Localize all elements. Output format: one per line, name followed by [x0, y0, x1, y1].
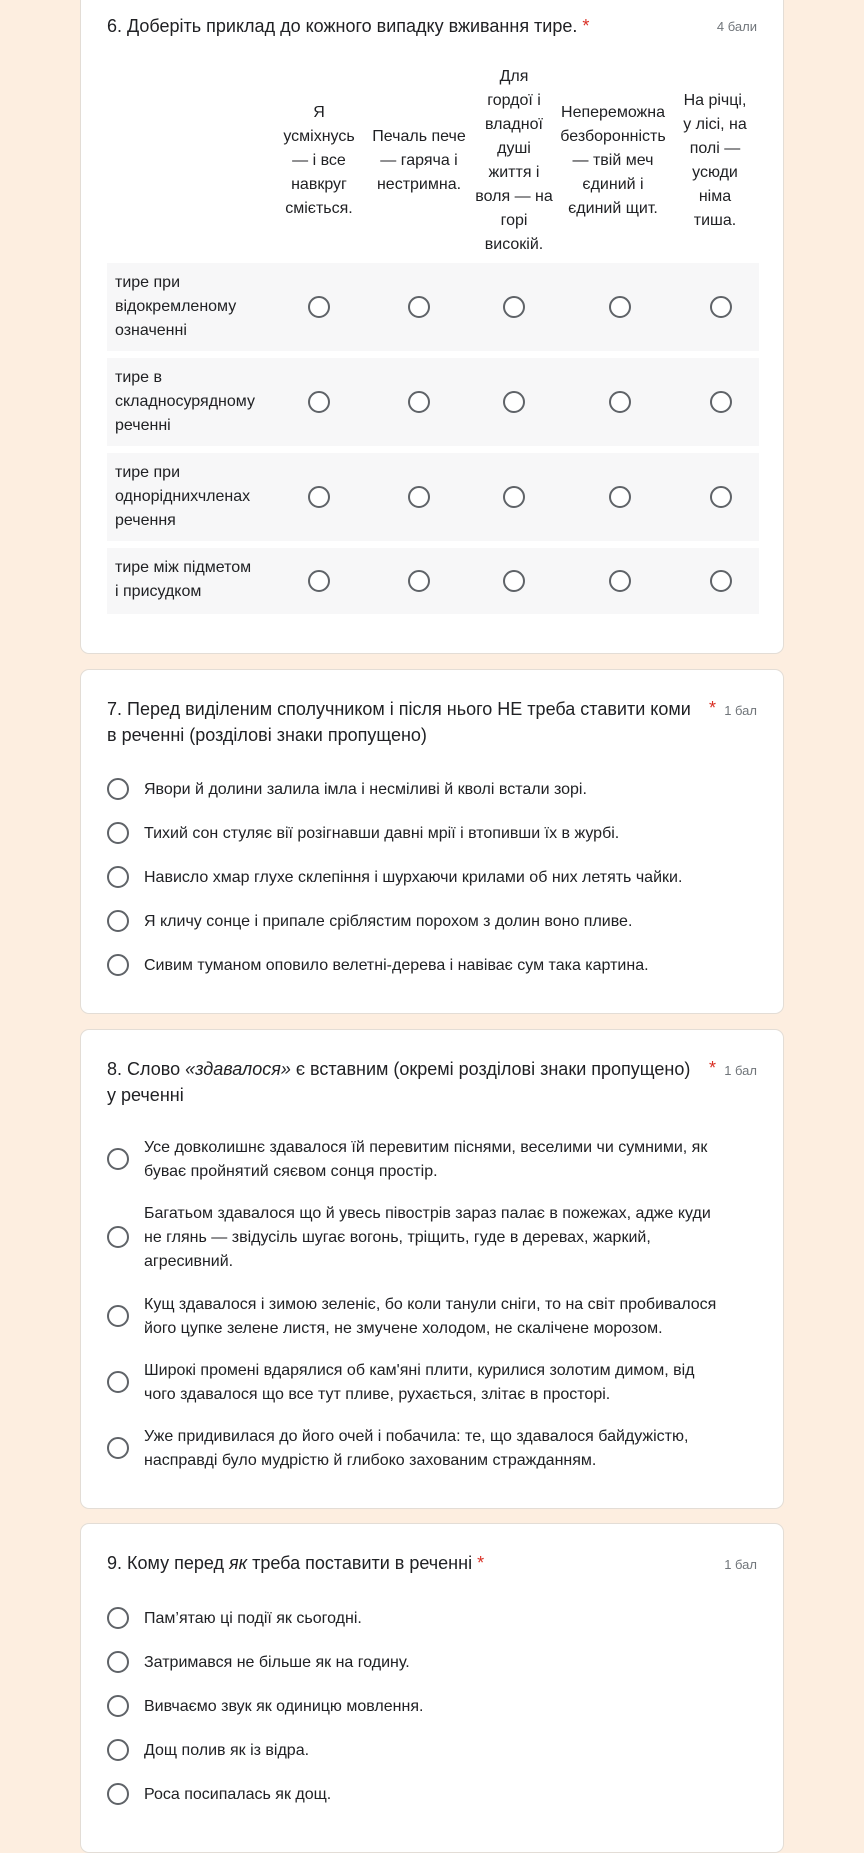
grid-row [107, 453, 759, 541]
radio-button[interactable] [107, 1695, 129, 1717]
radio-button[interactable] [107, 1437, 129, 1459]
question-9-points: 1 бал [724, 1557, 757, 1572]
option-label: Вивчаємо звук як одиницю мовлення. [144, 1698, 424, 1715]
radio-button[interactable] [408, 570, 430, 592]
grid-row [107, 358, 759, 446]
option-label: Сивим туманом оповило велетні-дерева і навіває сум така картина. [144, 957, 649, 974]
option-label: Пам’ятаю ці події як сьогодні. [144, 1610, 362, 1627]
radio-button[interactable] [503, 486, 525, 508]
option-label: Нависло хмар глухе склепіння і шурхаючи крилами об них летять чайки. [144, 869, 683, 886]
radio-button[interactable] [107, 1651, 129, 1673]
question-8-card [80, 1029, 784, 1509]
radio-button[interactable] [503, 570, 525, 592]
option-label: Роса посипалась як дощ. [144, 1786, 332, 1803]
radio-button[interactable] [107, 1226, 129, 1248]
option-item[interactable] [107, 954, 763, 978]
option-label: Я кличу сонце і припале сріблястим порохом з долин воно пливе. [144, 913, 633, 930]
question-9-card [80, 1523, 784, 1853]
radio-button[interactable] [408, 391, 430, 413]
radio-button[interactable] [107, 1783, 129, 1805]
grid-row [107, 263, 759, 351]
radio-button[interactable] [308, 570, 330, 592]
option-item[interactable] [107, 1607, 763, 1631]
option-item[interactable] [107, 1425, 763, 1473]
option-label: Кущ здавалося і зимою зеленіє, бо коли танули сніги, то на світ пробивалося його цупке зелене листя, не змучене холодом, не скалічене морозом. [144, 1296, 717, 1337]
radio-button[interactable] [609, 296, 631, 318]
option-label: Багатьом здавалося що й увесь півострів зараз палає в пожежах, адже куди не глянь — звідусіль шугає вогонь, тріщить, гуде в деревах, жаркий, агресивний. [144, 1205, 711, 1270]
grid-row-label: тире між підметом і присудком [115, 559, 252, 600]
option-item[interactable] [107, 1739, 763, 1763]
option-label: Тихий сон стуляє вії розігнавши давні мрії і втопивши їх в журбі. [144, 825, 620, 842]
radio-button[interactable] [710, 296, 732, 318]
radio-button[interactable] [107, 1739, 129, 1761]
radio-button[interactable] [107, 1607, 129, 1629]
radio-button[interactable] [710, 570, 732, 592]
question-6-card [80, 0, 784, 654]
question-8-title: 8. Слово «здавалося» є вставним (окремі розділові знаки пропущено) у реченні [107, 1059, 691, 1105]
radio-button[interactable] [107, 822, 129, 844]
option-item[interactable] [107, 1293, 763, 1341]
grid-column-2-header: Печаль пече — гаряча і нестримна. [372, 128, 466, 193]
option-label: Дощ полив як із відра. [144, 1742, 310, 1759]
radio-button[interactable] [107, 910, 129, 932]
grid-column-1-header: Я усміхнусь — і все навкруг сміється. [283, 104, 355, 217]
radio-button[interactable] [308, 486, 330, 508]
option-item[interactable] [107, 778, 763, 802]
option-item[interactable] [107, 910, 763, 934]
radio-button[interactable] [107, 954, 129, 976]
radio-button[interactable] [710, 391, 732, 413]
radio-button[interactable] [609, 570, 631, 592]
option-item[interactable] [107, 1651, 763, 1675]
option-item[interactable] [107, 866, 763, 890]
option-item[interactable] [107, 822, 763, 846]
option-label: Усе довколишнє здавалося їй перевитим піснями, веселими чи сумними, як буває пройнятий сяєвом сонця простір. [144, 1139, 708, 1180]
radio-button[interactable] [503, 391, 525, 413]
required-asterisk: * [709, 698, 717, 718]
question-7-card [80, 669, 784, 1014]
grid-column-3-header: Для гордої і владної душі життя і воля — на горі високій. [475, 68, 553, 253]
grid-row-label: тире при відокремленому означенні [115, 274, 237, 339]
radio-button[interactable] [308, 296, 330, 318]
radio-button[interactable] [107, 1305, 129, 1327]
option-label: Широкі промені вдарялися об кам'яні плити, курилися золотим димом, від чого здавалося що все тут пливе, рухається, злітає в просторі. [144, 1362, 695, 1403]
grid-row-label: тире в складносурядному реченні [115, 369, 255, 434]
question-6-title [107, 13, 589, 39]
grid-row [107, 548, 759, 614]
grid-row-label: тире при одноріднихчленах речення [115, 464, 251, 529]
radio-button[interactable] [710, 486, 732, 508]
question-9-title: 9. Кому перед як треба поставити в реченні * [107, 1553, 485, 1573]
radio-button[interactable] [107, 778, 129, 800]
radio-button[interactable] [609, 486, 631, 508]
grid-column-4-header: Непереможна безборонність — твій меч єдиний і єдиний щит. [560, 104, 666, 217]
option-label: Явори й долини залила імла і несміливі й кволі встали зорі. [144, 781, 587, 798]
question-7-title: 7. Перед виділеним сполучником і після нього НЕ треба ставити коми в реченні (розділові знаки пропущено) [107, 699, 691, 745]
radio-button[interactable] [408, 486, 430, 508]
radio-button[interactable] [609, 391, 631, 413]
grid-column-5-header: На річці, у лісі, на полі — усюди німа тиша. [683, 92, 747, 229]
radio-button[interactable] [107, 866, 129, 888]
option-item[interactable] [107, 1136, 763, 1184]
radio-button[interactable] [503, 296, 525, 318]
question-6-title-text: 6. Доберіть приклад до кожного випадку вживання тире. [107, 16, 578, 36]
required-asterisk: * [477, 1553, 485, 1573]
required-asterisk: * [709, 1058, 717, 1078]
question-7-points: 1 бал [724, 703, 757, 718]
required-asterisk: * [582, 16, 590, 36]
option-item[interactable] [107, 1695, 763, 1719]
option-item[interactable] [107, 1359, 763, 1407]
radio-button[interactable] [408, 296, 430, 318]
option-label: Затримався не більше як на годину. [144, 1654, 410, 1671]
radio-button[interactable] [107, 1371, 129, 1393]
radio-button[interactable] [308, 391, 330, 413]
question-6-points: 4 бали [716, 19, 757, 34]
option-item[interactable] [107, 1202, 763, 1274]
option-item[interactable] [107, 1783, 763, 1807]
option-label: Уже придивилася до його очей і побачила: те, що здавалося байдужістю, насправді було мудрістю й глибоко захованим стражданням. [144, 1428, 689, 1469]
question-8-points: 1 бал [724, 1063, 757, 1078]
radio-button[interactable] [107, 1148, 129, 1170]
